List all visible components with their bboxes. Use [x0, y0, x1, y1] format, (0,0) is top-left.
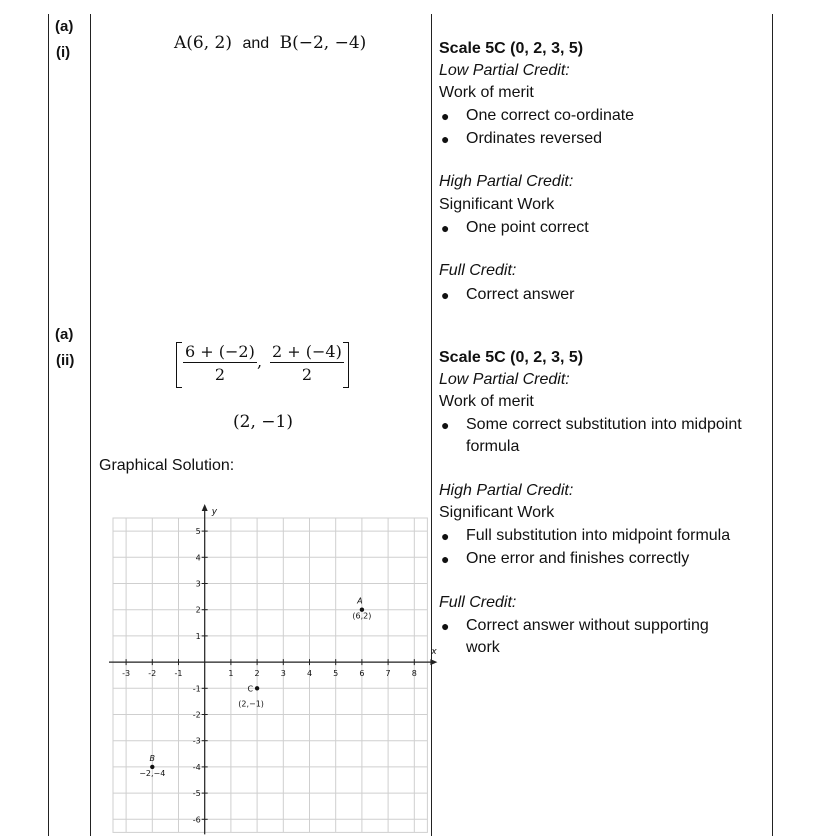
y-tick-label: 2: [195, 605, 201, 615]
right-bracket: [343, 342, 349, 388]
bullet-icon: ●: [441, 417, 450, 433]
y-tick-label: 4: [195, 553, 201, 563]
y-tick-label: -4: [192, 762, 201, 772]
part-a-label: (a): [55, 18, 74, 35]
scheme-ii-full-item-1: Correct answer without supporting: [466, 617, 709, 634]
point-b-label: −2,−4: [139, 768, 166, 778]
graphical-solution-label: Graphical Solution:: [99, 457, 235, 474]
x-tick-label: 5: [333, 669, 339, 679]
bullet-icon: ●: [441, 131, 450, 147]
midpoint-result: (2, −1): [233, 412, 293, 432]
scheme-ii-full-item-1-cont: work: [466, 639, 500, 656]
point-b-name: B: [149, 753, 156, 763]
point-b-coordinates: B(−2, −4): [279, 33, 367, 53]
x-tick-label: 3: [280, 669, 286, 679]
fraction-y: [270, 342, 344, 384]
y-tick-label: 3: [195, 579, 201, 589]
bullet-icon: ●: [441, 528, 450, 544]
scheme-ii-high-heading: High Partial Credit:: [439, 482, 574, 499]
scheme-ii-low-item-1: Some correct substitution into midpoint: [466, 416, 742, 433]
scheme-ii-high-item-1: Full substitution into midpoint formula: [466, 527, 731, 544]
part-i-label: (i): [56, 44, 71, 61]
scheme-ii-scale: Scale 5C (0, 2, 3, 5): [439, 349, 584, 366]
point-c-marker: [255, 686, 259, 690]
bullet-icon: ●: [441, 220, 450, 236]
bullet-icon: ●: [441, 618, 450, 634]
bullet-icon: ●: [441, 108, 450, 124]
table-column-divider-2: [431, 14, 432, 836]
fraction-y-denominator: 2: [301, 365, 312, 384]
scheme-ii-low-heading: Low Partial Credit:: [439, 371, 570, 388]
and-text: and: [242, 35, 270, 52]
x-tick-label: 8: [411, 669, 417, 679]
y-tick-label: -3: [192, 736, 201, 746]
coordinate-graph: [100, 500, 437, 830]
y-tick-label: 1: [195, 631, 201, 641]
y-tick-label: -6: [192, 815, 201, 825]
table-column-divider-1: [90, 14, 91, 836]
fraction-comma: ,: [257, 352, 263, 371]
left-bracket: [176, 342, 182, 388]
fraction-x-denominator: 2: [214, 365, 225, 384]
part-ii-label: (ii): [56, 352, 75, 369]
scheme-ii-low-sub: Work of merit: [439, 393, 534, 410]
bullet-icon: ●: [441, 287, 450, 303]
x-axis-arrow: [430, 659, 437, 665]
part-a-label-2: (a): [55, 326, 74, 343]
x-tick-label: 1: [228, 669, 234, 679]
scheme-i-low-heading: Low Partial Credit:: [439, 62, 570, 79]
scheme-i-low-sub: Work of merit: [439, 84, 534, 101]
y-tick-label: -1: [192, 684, 201, 694]
x-tick-label: -3: [122, 669, 131, 679]
scheme-ii-high-item-2: One error and finishes correctly: [466, 550, 690, 567]
y-tick-label: -2: [192, 710, 201, 720]
point-a-coordinates: A(6, 2): [174, 33, 232, 53]
scheme-i-full-item-1: Correct answer: [466, 286, 575, 303]
scheme-ii-low-item-1-cont: formula: [466, 438, 520, 455]
table-left-border: [48, 14, 49, 836]
fraction-x: [183, 342, 257, 384]
scheme-i-low-item-2: Ordinates reversed: [466, 130, 603, 147]
y-axis-label: y: [211, 507, 218, 517]
x-tick-label: 6: [359, 669, 365, 679]
bullet-icon: ●: [441, 551, 450, 567]
y-axis-arrow: [202, 504, 208, 511]
point-c-label: (2,−1): [238, 699, 264, 709]
scheme-i-low-item-1: One correct co-ordinate: [466, 107, 635, 124]
fraction-y-numerator: 2 + (−4): [272, 342, 342, 361]
x-tick-label: 2: [254, 669, 260, 679]
x-tick-label: -2: [148, 669, 157, 679]
x-tick-label: 4: [306, 669, 313, 679]
x-axis-label: x: [431, 647, 437, 658]
y-tick-label: -5: [192, 789, 201, 799]
grid-frame: [113, 518, 427, 832]
scheme-i-high-item-1: One point correct: [466, 219, 589, 236]
point-a-label: (6,2): [352, 611, 372, 621]
answer-i: [174, 33, 366, 53]
scheme-ii-full-heading: Full Credit:: [439, 594, 517, 611]
fraction-x-numerator: 6 + (−2): [185, 342, 255, 361]
scheme-i-full-heading: Full Credit:: [439, 262, 517, 279]
table-right-border: [772, 14, 773, 836]
point-c-name: C: [247, 684, 254, 694]
scheme-ii-high-sub: Significant Work: [439, 504, 555, 521]
x-tick-label: -1: [174, 669, 183, 679]
x-tick-label: 7: [385, 669, 391, 679]
y-tick-label: 5: [195, 527, 201, 537]
scheme-i-high-heading: High Partial Credit:: [439, 173, 574, 190]
point-a-name: A: [357, 596, 363, 606]
scheme-i-high-sub: Significant Work: [439, 196, 555, 213]
scheme-i-scale: Scale 5C (0, 2, 3, 5): [439, 40, 584, 57]
